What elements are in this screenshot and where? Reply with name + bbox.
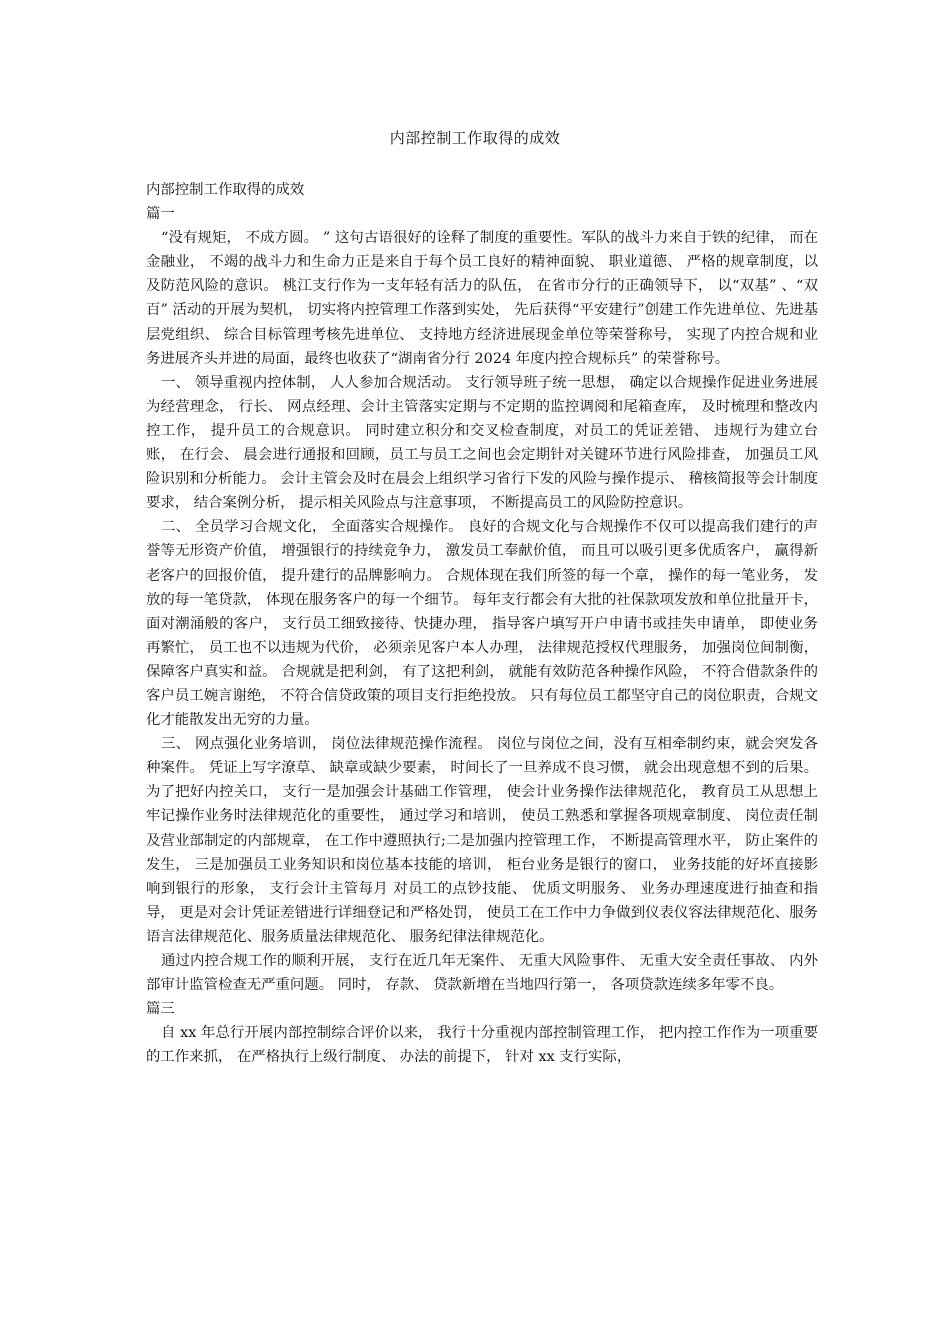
- paragraph: 二、 全员学习合规文化， 全面落实合规操作。 良好的合规文化与合规操作不仅可以提高我们建行的声誉等无形资产价值， 增强银行的持续竞争力， 激发员工奉献价值， 而且可以吸引更多优质客户， 赢得新老客户的回报价值， 提升建行的品牌影响力。 合规体现在我们所签的每一个章， 操作的每一笔业务， 发放的每一笔贷款， 体现在服务客户的每一个细节。 每年支行都会有大批的社保款项发放和单位批量开卡， 面对潮涌般的客户， 支行员工细致接待、快捷办理， 指导客户填写开户申请书或挂失申请单， 即使业务再繁忙， 员工也不以违规为代价， 必须亲见客户本人办理， 法律规范授权代理服务， 加强岗位间制衡，保障客户真实和益。 合规就是把利剑， 有了这把利剑， 就能有效防范各种操作风险， 不符合借款条件的客户员工婉言谢绝， 不符合信贷政策的项目支行拒绝投放。 只有每位员工都坚守自己的岗位职责，合规文化才能散发出无穷的力量。: [146, 519, 818, 729]
- paragraph: “没有规矩， 不成方圆。 ” 这句古语很好的诠释了制度的重要性。军队的战斗力来自于铁的纪律， 而在金融业， 不竭的战斗力和生命力正是来自于每个员工良好的精神面貌、 职业道德、 严格的规章制度，以及防范风险的意识。 桃江支行作为一支年轻有活力的队伍， 在省市分行的正确领导下， 以“双基” 、“双百” 活动的开展为契机， 切实将内控管理工作落到实处， 先后获得“平安建行”创建工作先进单位、先进基层党组织、 综合目标管理考核先进单位、 支持地方经济进展现金单位等荣誉称号， 实现了内控合规和业务进展齐头并进的局面，最终也收获了“湖南省分行 2024 年度内控合规标兵” 的荣誉称号。: [146, 230, 818, 367]
- section-label: 篇三: [146, 1001, 175, 1018]
- paragraph: 自 xx 年总行开展内部控制综合评价以来， 我行十分重视内部控制管理工作， 把内控工作作为一项重要的工作来抓， 在严格执行上级行制度、 办法的前提下， 针对 xx 支行实际，: [146, 1025, 818, 1066]
- document-body: [146, 178, 818, 1069]
- section-label: 篇一: [146, 206, 175, 223]
- paragraph: 通过内控合规工作的顺利开展， 支行在近几年无案件、 无重大风险事件、 无重大安全责任事故、 内外部审计监管检查无严重问题。 同时， 存款、 贷款新增在当地四行第一， 各项贷款连续多年零不良。: [146, 953, 818, 994]
- document-title: 内部控制工作取得的成效: [389, 129, 561, 147]
- paragraph: 三、 网点强化业务培训， 岗位法律规范操作流程。 岗位与岗位之间，没有互相牵制约束，就会突发各种案件。 凭证上写字潦草、 缺章或缺少要素， 时间长了一旦养成不良习惯， 就会出现意想不到的后果。 为了把好内控关口， 支行一是加强会计基础工作管理， 使会计业务操作法律规范化， 教育员工从思想上牢记操作业务时法律规范化的重要性， 通过学习和培训， 使员工熟悉和掌握各项规章制度、 岗位责任制及营业部制定的内部规章， 在工作中遵照执行;二是加强内控管理工作， 不断提高管理水平， 防止案件的发生， 三是加强员工业务知识和岗位基本技能的培训， 柜台业务是银行的窗口， 业务技能的好坏直接影响到银行的形象， 支行会计主管每月 对员工的点钞技能、 优质文明服务、 业务办理速度进行抽查和指导， 更是对会计凭证差错进行详细登记和严格处罚， 使员工在工作中力争做到仪表仪容法律规范化、服务语言法律规范化、服务质量法律规范化、 服务纪律法律规范化。: [146, 736, 818, 945]
- document-heading: 内部控制工作取得的成效: [146, 182, 305, 198]
- paragraph: 一、 领导重视内控体制， 人人参加合规活动。 支行领导班子统一思想， 确定以合规操作促进业务进展为经营理念， 行长、 网点经理、会计主管落实定期与不定期的监控调阅和尾箱查库， 及时梳理和整改内控工作， 提升员工的合规意识。 同时建立积分和交叉检查制度，对员工的凭证差错、 违规行为建立台账， 在行会、 晨会进行通报和回顾，员工与员工之间也会定期针对关键环节进行风险排查， 加强员工风险识别和分析能力。 会计主管会及时在晨会上组织学习省行下发的风险与操作提示、 稽核简报等会计制度要求， 结合案例分析， 提示相关风险点与注意事项， 不断提高员工的风险防控意识。: [146, 374, 818, 512]
